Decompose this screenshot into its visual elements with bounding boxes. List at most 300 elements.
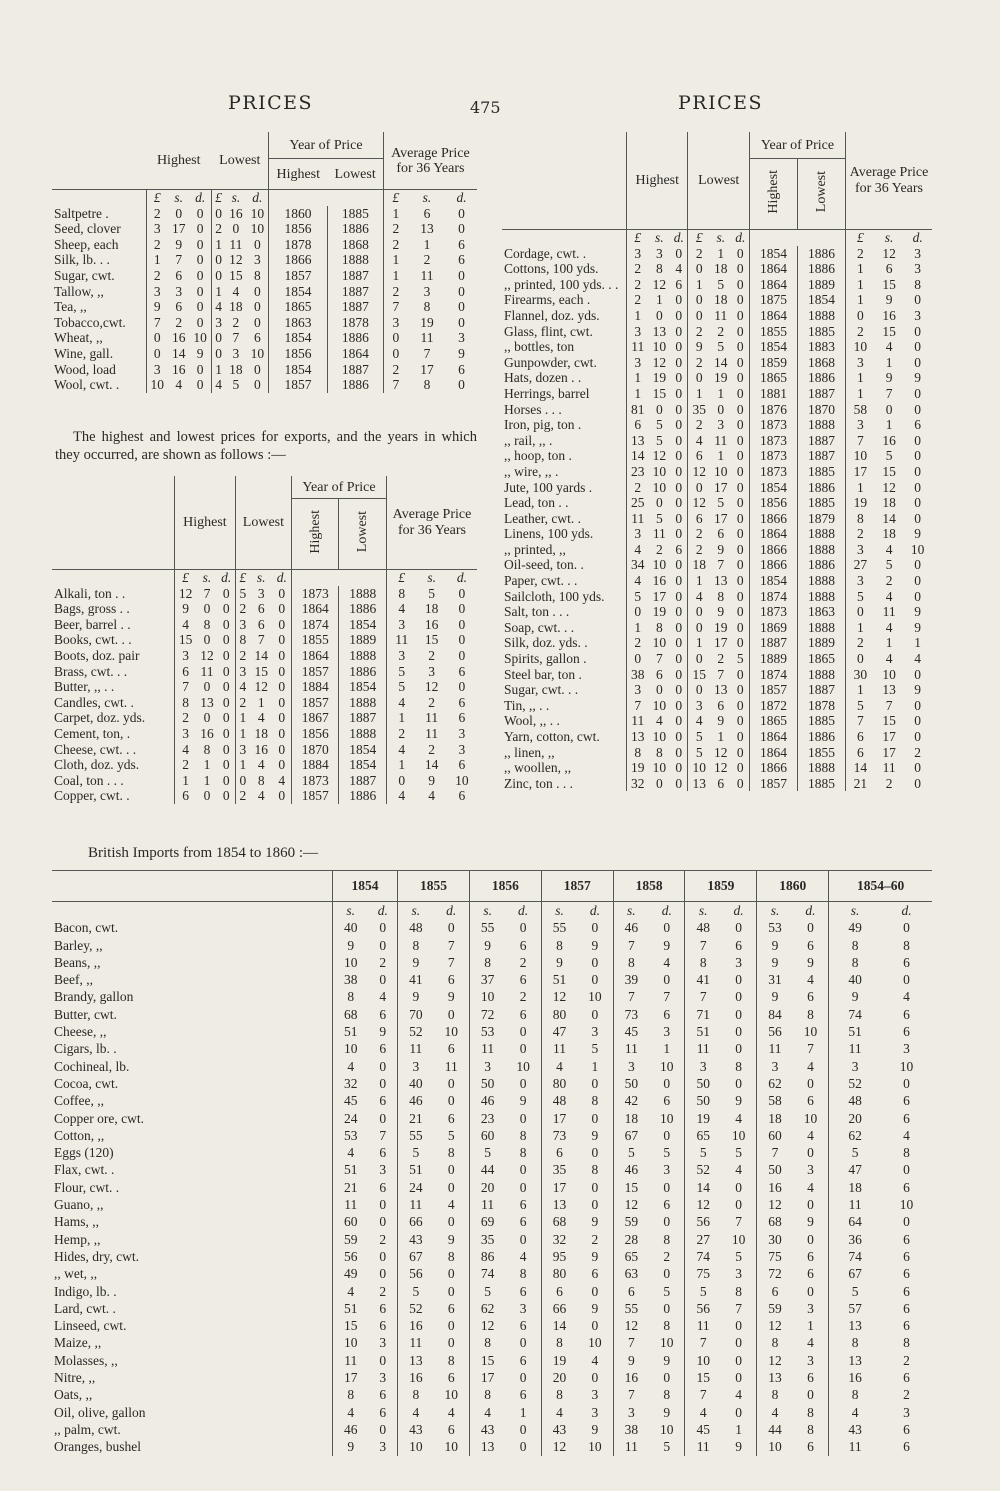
cell-value: 0 <box>736 697 744 713</box>
cell-value: 1 <box>211 237 225 253</box>
cell-value: 48 <box>685 919 721 936</box>
unit-label: d. <box>901 903 912 918</box>
table-row <box>502 417 932 433</box>
imports-prices-table <box>52 132 477 393</box>
cell-value: 52 <box>398 1300 434 1317</box>
cell-value: 16 <box>398 1369 434 1386</box>
cell-value: 9 <box>757 937 793 954</box>
cell-value: 0 <box>914 385 922 401</box>
cell-value: 4 <box>688 713 710 729</box>
cell-value: 9 <box>146 299 168 315</box>
cell-value: 1854 <box>269 284 328 300</box>
cell-value: 1860 <box>269 206 328 222</box>
cell-value: 18 <box>424 601 439 617</box>
cell-value: 1854 <box>749 339 797 355</box>
cell-value: 10 <box>688 760 710 776</box>
cell-value: 4 <box>807 1058 814 1074</box>
cell-value: 0 <box>203 710 211 726</box>
cell-value: 1868 <box>327 237 383 253</box>
cell-value: 4 <box>735 1387 742 1403</box>
cell-value: 0 <box>447 1214 455 1230</box>
cell-value: 10 <box>731 1127 746 1143</box>
row-label: Bacon, cwt. <box>54 920 119 936</box>
cell-value: 49 <box>829 919 881 936</box>
cell-value: 8 <box>447 1145 455 1161</box>
cell-value: 43 <box>541 1421 577 1438</box>
unit-label: s. <box>613 902 649 920</box>
cell-value: 18 <box>229 361 243 377</box>
cell-value: 0 <box>914 495 922 511</box>
row-label: Wood, load <box>54 361 116 377</box>
row-label: Beef, ,, <box>54 972 93 988</box>
cell-value: 13 <box>714 682 728 698</box>
cell-value: 0 <box>278 725 286 741</box>
cell-value: 51 <box>541 971 577 988</box>
cell-value: 0 <box>458 377 465 393</box>
unit-label: s. <box>541 902 577 920</box>
cell-value: 14 <box>254 647 268 663</box>
cell-value: 1885 <box>797 776 845 792</box>
row-label: ,, printed, ,, <box>504 541 566 557</box>
cell-value: 0 <box>736 245 744 261</box>
cell-value: 0 <box>222 694 230 710</box>
cell-value: 7 <box>447 937 455 953</box>
table-row <box>502 339 932 355</box>
cell-value: 17 <box>882 729 896 744</box>
cell-value: 0 <box>663 1266 671 1282</box>
unit-spacer <box>502 230 627 246</box>
cell-value: 0 <box>591 1006 599 1022</box>
cell-value: 4 <box>885 588 893 604</box>
cell-value: 7 <box>613 1386 649 1403</box>
cell-value: 9 <box>591 1127 599 1143</box>
cell-value: 9 <box>717 541 725 557</box>
cell-value: 8 <box>235 632 250 648</box>
cell-value: 6 <box>903 1093 910 1109</box>
cell-value: 8 <box>717 588 725 604</box>
cell-value: 8 <box>757 1386 793 1403</box>
cell-value: 10 <box>652 635 667 651</box>
cell-value: 2 <box>146 268 168 284</box>
cell-value: 0 <box>675 666 683 682</box>
table-row <box>52 1421 932 1438</box>
cell-value: 10 <box>652 557 667 573</box>
cell-value: 11 <box>200 663 214 679</box>
table-row <box>502 448 932 464</box>
cell-value: 1864 <box>291 601 338 617</box>
cell-value: 0 <box>447 920 455 936</box>
cell-value: 1887 <box>749 635 797 651</box>
cell-value: 10 <box>398 1438 434 1455</box>
cell-value: 1885 <box>797 324 845 340</box>
cell-value: 2 <box>845 526 874 542</box>
cell-value: 69 <box>469 1213 505 1230</box>
unit-label: d. <box>252 190 263 205</box>
cell-value: 9 <box>735 1439 742 1455</box>
cell-value: 2 <box>885 573 893 589</box>
cell-value: 0 <box>807 1231 814 1247</box>
running-header-left: PRICES <box>228 92 314 114</box>
year-lowest-header: Lowest <box>327 159 383 190</box>
cell-value: 0 <box>253 299 261 315</box>
cell-value: 0 <box>663 1370 671 1386</box>
row-label: Silk, lb. . . <box>54 252 110 268</box>
cell-value: 20 <box>469 1179 505 1196</box>
cell-value: 10 <box>714 463 728 479</box>
cell-value: 6 <box>903 1110 910 1126</box>
cell-value: 3 <box>914 307 922 323</box>
row-label: Zinc, ton . . . <box>504 775 573 791</box>
row-label: Wool, cwt. . <box>54 377 120 393</box>
cell-value: 7 <box>685 988 721 1005</box>
table-row <box>52 1352 932 1369</box>
cell-value: 9 <box>757 988 793 1005</box>
cell-value: 0 <box>675 292 683 308</box>
cell-value: 0 <box>519 1075 527 1091</box>
cell-value: 2 <box>175 757 197 773</box>
cell-value: 0 <box>211 346 225 362</box>
cell-value: 1 <box>845 292 874 308</box>
cell-value: 9 <box>379 1024 387 1040</box>
cell-value: 4 <box>591 1352 599 1368</box>
cell-value: 0 <box>675 651 683 667</box>
row-label: Oil, olive, gallon <box>54 1404 146 1420</box>
cell-value: 4 <box>333 1144 369 1161</box>
cell-value: 6 <box>903 1179 910 1195</box>
cell-value: 3 <box>807 1352 814 1368</box>
cell-value: 9 <box>428 772 436 788</box>
cell-value: 11 <box>829 1040 881 1057</box>
cell-value: 7 <box>757 1144 793 1161</box>
cell-value: 0 <box>379 1352 387 1368</box>
cell-value: 3 <box>211 315 225 331</box>
year-highest-header: Highest <box>307 509 323 554</box>
cell-value: 0 <box>175 205 183 221</box>
cell-value: 8 <box>541 1334 577 1351</box>
cell-value: 1854 <box>339 617 387 633</box>
cell-value: 1870 <box>291 742 338 758</box>
table-row <box>502 386 932 402</box>
cell-value: 80 <box>541 1265 577 1282</box>
row-label: Candles, cwt. . <box>54 694 134 710</box>
cell-value: 0 <box>447 1075 455 1091</box>
cell-value: 17 <box>714 479 728 495</box>
cell-value: 2 <box>379 1283 387 1299</box>
cell-value: 4 <box>333 1404 369 1421</box>
table-row <box>52 1231 932 1248</box>
cell-value: 7 <box>175 252 183 268</box>
table-row <box>502 292 932 308</box>
cell-value: 0 <box>458 585 466 601</box>
table-row <box>52 377 477 393</box>
cell-value: 0 <box>203 632 211 648</box>
cell-value: 56 <box>685 1300 721 1317</box>
cell-value: 62 <box>469 1300 505 1317</box>
cell-value: 1886 <box>339 601 387 617</box>
cell-value: 1 <box>627 386 649 402</box>
cell-value: 3 <box>591 1024 599 1040</box>
cell-value: 4 <box>885 541 893 557</box>
cell-value: 1873 <box>749 417 797 433</box>
cell-value: 6 <box>379 1006 387 1022</box>
cell-value: 2 <box>175 710 197 726</box>
cell-value: 1856 <box>749 495 797 511</box>
cell-value: 70 <box>398 1006 434 1023</box>
cell-value: 24 <box>398 1179 434 1196</box>
highest-header: Highest <box>627 132 688 230</box>
cell-value: 18 <box>757 1110 793 1127</box>
row-label: ,, linen, ,, <box>504 744 555 760</box>
row-label: Cement, ton, . <box>54 725 131 741</box>
cell-value: 2 <box>383 362 408 378</box>
cell-value: 0 <box>253 377 261 393</box>
row-label: Paper, cwt. . . <box>504 573 578 589</box>
cell-value: 0 <box>447 1283 455 1299</box>
cell-value: 4 <box>675 261 683 277</box>
cell-value: 0 <box>196 283 204 299</box>
cell-value: 6 <box>903 1370 910 1386</box>
table-row <box>52 937 932 954</box>
unit-label: s. <box>829 902 881 920</box>
cell-value: 1886 <box>797 246 845 262</box>
table-row <box>502 557 932 573</box>
cell-value: 1 <box>519 1404 527 1420</box>
cell-value: 6 <box>519 1387 527 1403</box>
unit-label: d. <box>805 903 816 918</box>
cell-value: 3 <box>423 283 431 299</box>
cell-value: 1889 <box>797 635 845 651</box>
running-header-right: PRICES <box>678 92 764 114</box>
cell-value: 3 <box>807 1162 814 1178</box>
cell-value: 10 <box>685 1352 721 1369</box>
cell-value: 9 <box>885 370 893 386</box>
row-label: Flour, cwt. . <box>54 1179 120 1195</box>
cell-value: 0 <box>222 616 230 632</box>
cell-value: 1866 <box>269 252 328 268</box>
cell-value: 17 <box>333 1369 369 1386</box>
cell-value: 10 <box>333 1040 369 1057</box>
row-label: Coffee, ,, <box>54 1093 104 1109</box>
cell-value: 10 <box>660 1110 674 1126</box>
cell-value: 74 <box>685 1248 721 1265</box>
cell-value: 41 <box>685 971 721 988</box>
unit-label: s. <box>469 902 505 920</box>
cell-value: 4 <box>735 1110 742 1126</box>
row-label: Nitre, ,, <box>54 1370 96 1386</box>
unit-label: d. <box>456 190 467 205</box>
cell-value: 1886 <box>327 221 383 237</box>
cell-value: 6 <box>717 697 725 713</box>
cell-value: 0 <box>688 682 710 698</box>
cell-value: 0 <box>253 361 261 377</box>
cell-value: 1854 <box>269 330 328 346</box>
cell-value: 3 <box>845 355 874 371</box>
cell-value: 1885 <box>797 495 845 511</box>
row-label: Hemp, ,, <box>54 1231 101 1247</box>
cell-value: 1886 <box>797 261 845 277</box>
cell-value: 6 <box>379 1179 387 1195</box>
cell-value: 1886 <box>327 377 383 393</box>
cell-value: 1886 <box>327 330 383 346</box>
cell-value: 6 <box>807 989 814 1005</box>
cell-value: 0 <box>222 725 230 741</box>
cell-value: 0 <box>458 616 466 632</box>
cell-value: 0 <box>736 479 744 495</box>
cell-value: 1 <box>845 261 874 277</box>
row-label: Cheese, ,, <box>54 1024 107 1040</box>
cell-value: 4 <box>386 601 416 617</box>
cell-value: 13 <box>398 1352 434 1369</box>
table-row <box>52 954 932 971</box>
cell-value: 0 <box>736 760 744 776</box>
cell-value: 0 <box>736 682 744 698</box>
cell-value: 0 <box>447 1093 455 1109</box>
cell-value: 19 <box>541 1352 577 1369</box>
cell-value: 0 <box>383 346 408 362</box>
row-label: Glass, flint, cwt. <box>504 323 593 339</box>
table-row <box>52 710 477 726</box>
cell-value: 0 <box>379 972 387 988</box>
cell-value: 56 <box>685 1213 721 1230</box>
cell-value: 0 <box>675 245 683 261</box>
row-label: ,, woollen, ,, <box>504 760 572 776</box>
table-row <box>52 664 477 680</box>
unit-label: s. <box>256 570 266 585</box>
row-label: Steel bar, ton . <box>504 666 582 682</box>
cell-value: 11 <box>685 1040 721 1057</box>
cell-value: 0 <box>914 573 922 589</box>
cell-value: 1 <box>627 370 649 386</box>
cell-value: 38 <box>333 971 369 988</box>
cell-value: 6 <box>675 276 683 292</box>
cell-value: 17 <box>714 635 728 651</box>
cell-value: 8 <box>903 1145 910 1161</box>
cell-value: 0 <box>675 635 683 651</box>
cell-value: 5 <box>398 1144 434 1161</box>
cell-value: 16 <box>254 741 268 757</box>
cell-value: 68 <box>757 1213 793 1230</box>
row-label: Soap, cwt. . . <box>504 619 575 635</box>
table-row <box>502 308 932 324</box>
cell-value: 5 <box>829 1144 881 1161</box>
cell-value: 6 <box>447 1421 455 1437</box>
cell-value: 2 <box>386 726 416 742</box>
table-row <box>502 542 932 558</box>
cell-value: 4 <box>469 1404 505 1421</box>
british-imports-title: British Imports from 1854 to 1860 :— <box>88 845 318 861</box>
row-label: Iron, pig, ton . <box>504 417 582 433</box>
cell-value: 1888 <box>339 695 387 711</box>
cell-value: 1866 <box>749 760 797 776</box>
cell-value: 1870 <box>797 402 845 418</box>
cell-value: 0 <box>663 1214 671 1230</box>
cell-value: 37 <box>469 971 505 988</box>
cell-value: 9 <box>447 989 455 1005</box>
cell-value: 8 <box>469 1386 505 1403</box>
cell-value: 1885 <box>797 464 845 480</box>
cell-value: 9 <box>663 937 671 953</box>
cell-value: 4 <box>379 989 387 1005</box>
unit-spacer <box>797 230 845 246</box>
cell-value: 52 <box>398 1023 434 1040</box>
cell-value: 7 <box>885 697 893 713</box>
unit-spacer <box>327 190 383 206</box>
cell-value: 1854 <box>339 757 387 773</box>
cell-value: 0 <box>458 221 465 237</box>
cell-value: 0 <box>278 647 286 663</box>
table-row <box>52 1023 932 1040</box>
cell-value: 5 <box>655 510 663 526</box>
cell-value: 1866 <box>749 557 797 573</box>
cell-value: 0 <box>222 679 230 695</box>
table-row <box>52 206 477 222</box>
row-label: Linseed, cwt. <box>54 1318 127 1334</box>
cell-value: 9 <box>333 937 369 954</box>
table-row <box>52 1334 932 1351</box>
cell-value: 43 <box>398 1421 434 1438</box>
cell-value: 0 <box>675 323 683 339</box>
cell-value: 8 <box>519 1127 527 1143</box>
cell-value: 0 <box>222 663 230 679</box>
row-label: Wine, gall. <box>54 345 114 361</box>
table-row <box>502 589 932 605</box>
cell-value: 57 <box>829 1300 881 1317</box>
table-row <box>502 402 932 418</box>
cell-value: 1855 <box>749 324 797 340</box>
cell-value: 4 <box>333 1058 369 1075</box>
cell-value: 0 <box>447 1179 455 1195</box>
cell-value: 6 <box>688 511 710 527</box>
unit-row <box>52 190 477 206</box>
cell-value: 10 <box>910 541 925 557</box>
cell-value: 9 <box>591 1248 599 1264</box>
cell-value: 0 <box>736 354 744 370</box>
cell-value: 2 <box>428 741 436 757</box>
cell-value: 46 <box>469 1092 505 1109</box>
cell-value: 13 <box>469 1438 505 1455</box>
cell-value: 11 <box>685 1438 721 1455</box>
cell-value: 6 <box>757 1283 793 1300</box>
cell-value: 11 <box>425 725 439 741</box>
cell-value: 11 <box>398 1196 434 1213</box>
row-label: Tin, ,, . . <box>504 697 550 713</box>
cell-value: 7 <box>807 1041 814 1057</box>
cell-value: 1 <box>688 635 710 651</box>
cell-value: 2 <box>428 694 436 710</box>
cell-value: 1864 <box>749 745 797 761</box>
cell-value: 8 <box>807 1421 814 1437</box>
cell-value: 0 <box>807 920 814 936</box>
cell-value: 5 <box>736 651 744 667</box>
cell-value: 0 <box>379 1058 387 1074</box>
cell-value: 0 <box>736 541 744 557</box>
cell-value: 1 <box>717 729 725 744</box>
cell-value: 0 <box>458 601 466 617</box>
cell-value: 0 <box>655 682 663 698</box>
cell-value: 1878 <box>327 315 383 331</box>
cell-value: 1855 <box>291 632 338 648</box>
cell-value: 1864 <box>749 261 797 277</box>
cell-value: 12 <box>652 276 667 292</box>
cell-value: 8 <box>447 1352 455 1368</box>
cell-value: 31 <box>757 971 793 988</box>
cell-value: 4 <box>903 989 910 1005</box>
cell-value: 7 <box>735 1214 742 1230</box>
cell-value: 81 <box>627 402 649 418</box>
cell-value: 18 <box>229 299 243 315</box>
cell-value: 17 <box>469 1369 505 1386</box>
cell-value: 3 <box>379 1335 387 1351</box>
